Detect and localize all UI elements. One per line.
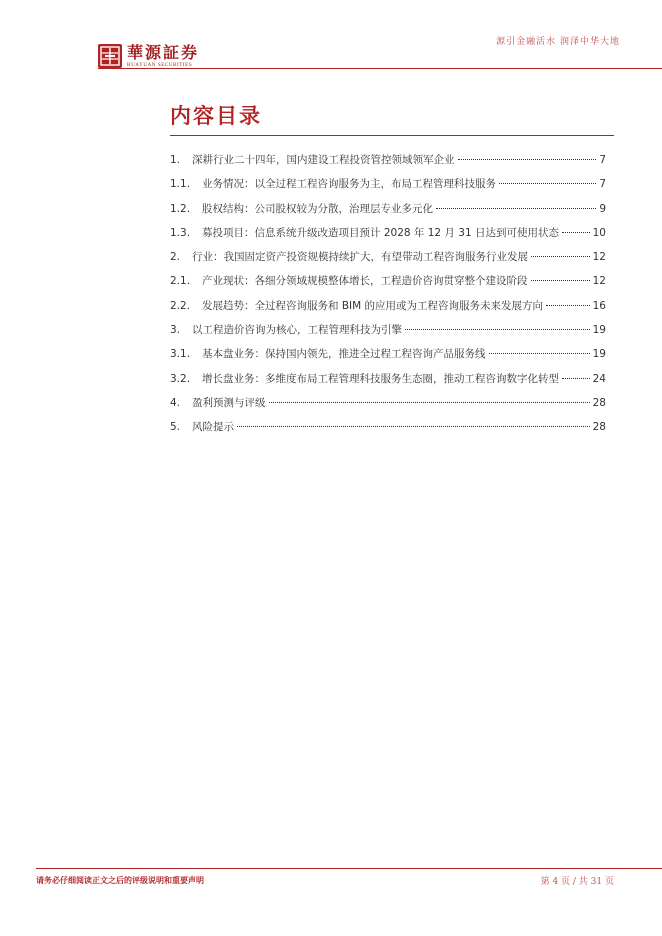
seal-icon <box>98 44 122 68</box>
table-of-contents <box>170 152 606 444</box>
toc-entry-number: 2.2. <box>170 299 191 312</box>
toc-entry-page: 7 <box>599 154 606 166</box>
huayuan-logo <box>98 44 199 68</box>
toc-entry[interactable] <box>170 419 606 443</box>
toc-entry-number: 4. <box>170 396 181 409</box>
toc-dot-leader <box>546 305 590 306</box>
toc-entry-page: 28 <box>592 396 606 409</box>
toc-entry-text: 募投项目：信息系统升级改造项目预计 2028 年 12 月 31 日达到可使用状态 <box>202 226 559 239</box>
toc-entry-page: 16 <box>592 299 606 312</box>
toc-entry[interactable] <box>170 249 606 273</box>
toc-title: 内容目录 <box>170 104 262 128</box>
toc-dot-leader <box>405 329 590 330</box>
toc-entry-number: 1.3. <box>170 226 191 239</box>
footer-disclaimer: 请务必仔细阅读正文之后的评级说明和重要声明 <box>36 876 204 885</box>
toc-entry[interactable] <box>170 298 606 322</box>
toc-dot-leader <box>499 183 596 184</box>
toc-entry-page: 24 <box>592 372 606 385</box>
toc-entry-number: 2.1. <box>170 275 191 288</box>
toc-entry-page: 7 <box>599 178 606 191</box>
page-header <box>0 0 662 72</box>
toc-dot-leader <box>531 256 590 257</box>
toc-entry-text: 基本盘业务：保持国内领先，推进全过程工程咨询产品服务线 <box>202 348 486 361</box>
toc-entry[interactable] <box>170 201 606 225</box>
toc-entry-text: 深耕行业二十四年，国内建设工程投资管控领域领军企业 <box>192 154 455 166</box>
toc-entry-page: 9 <box>599 202 606 215</box>
toc-entry[interactable] <box>170 225 606 249</box>
toc-entry[interactable] <box>170 395 606 419</box>
toc-entry-number: 1.1. <box>170 178 191 191</box>
header-slogan: 源引金融活水 润泽中华大地 <box>496 37 620 47</box>
toc-entry-number: 3.2. <box>170 372 191 385</box>
toc-dot-leader <box>562 232 590 233</box>
toc-entry-number: 1. <box>170 154 181 166</box>
toc-entry-number: 1.2. <box>170 202 191 215</box>
toc-entry[interactable] <box>170 273 606 297</box>
footer-divider <box>36 868 662 869</box>
toc-entry-text: 股权结构：公司股权较为分散，治理层专业多元化 <box>202 202 433 215</box>
toc-entry-page: 19 <box>592 348 606 361</box>
toc-entry[interactable] <box>170 152 606 176</box>
toc-entry-text: 行业：我国固定资产投资规模持续扩大，有望带动工程咨询服务行业发展 <box>192 251 528 264</box>
toc-entry-page: 12 <box>592 275 606 288</box>
toc-dot-leader <box>531 280 590 281</box>
toc-dot-leader <box>489 353 590 354</box>
toc-entry-text: 增长盘业务：多维度布局工程管理科技服务生态圈，推动工程咨询数字化转型 <box>202 372 559 385</box>
toc-entry-page: 12 <box>592 251 606 264</box>
toc-entry[interactable] <box>170 371 606 395</box>
toc-dot-leader <box>436 208 596 209</box>
toc-dot-leader <box>237 426 590 427</box>
toc-entry-number: 2. <box>170 251 181 264</box>
header-divider <box>98 68 662 69</box>
toc-entry[interactable] <box>170 176 606 200</box>
toc-entry[interactable] <box>170 322 606 346</box>
logo-chinese-name: 華源証券 <box>127 43 200 62</box>
toc-entry-number: 3. <box>170 324 181 337</box>
toc-dot-leader <box>269 402 590 403</box>
toc-entry[interactable] <box>170 346 606 370</box>
toc-title-divider <box>170 135 614 136</box>
footer-page-number: 第 4 页 / 共 31 页 <box>540 877 614 887</box>
toc-entry-number: 3.1. <box>170 348 191 361</box>
toc-entry-text: 产业现状：各细分领域规模整体增长，工程造价咨询贯穿整个建设阶段 <box>202 275 528 288</box>
toc-entry-page: 28 <box>592 421 606 434</box>
toc-entry-number: 5. <box>170 421 181 434</box>
toc-entry-text: 盈利预测与评级 <box>192 396 266 409</box>
toc-entry-text: 发展趋势：全过程咨询服务和 BIM 的应用或为工程咨询服务未来发展方向 <box>202 299 544 312</box>
logo-english-name: HUAYUAN SECURITIES <box>127 63 193 68</box>
toc-entry-page: 10 <box>592 226 606 239</box>
toc-entry-text: 以工程造价咨询为核心，工程管理科技为引擎 <box>192 324 402 337</box>
toc-entry-page: 19 <box>592 324 606 337</box>
toc-entry-text: 风险提示 <box>192 421 234 434</box>
toc-dot-leader <box>562 378 590 379</box>
toc-entry-text: 业务情况：以全过程工程咨询服务为主，布局工程管理科技服务 <box>202 178 496 191</box>
toc-dot-leader <box>458 159 597 160</box>
